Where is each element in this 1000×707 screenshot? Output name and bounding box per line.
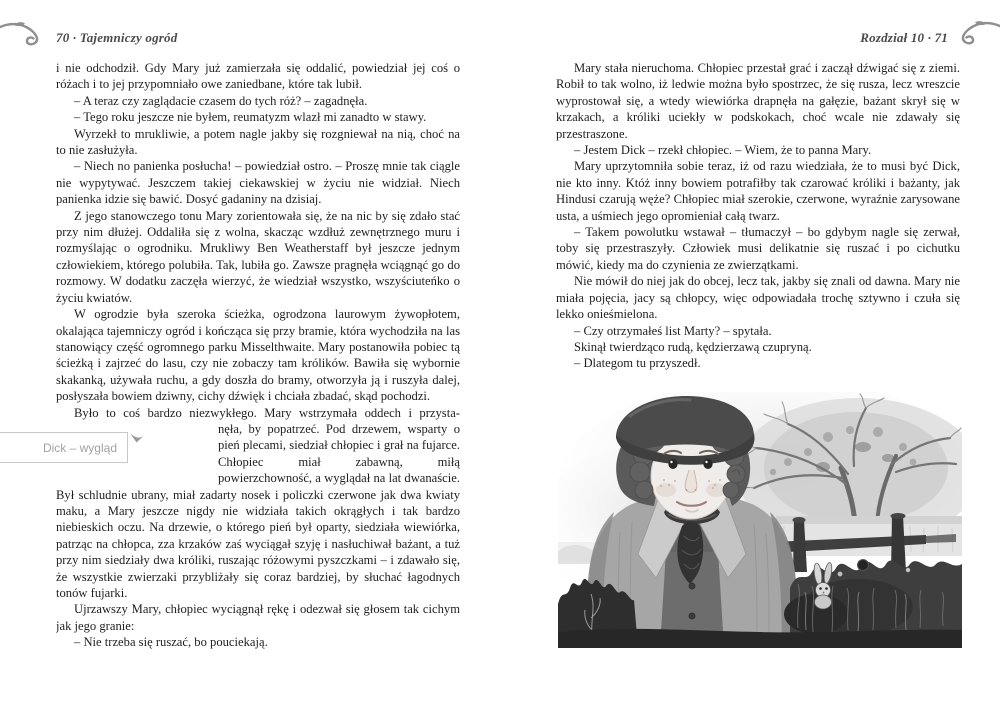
paragraph: Wyrzekł to mrukliwie, a potem nagle jakby się rozgniewał na nią, choć na to nie zasłużyła.	[56, 126, 460, 158]
margin-note-pointer-icon	[129, 432, 145, 443]
paragraph: W ogrodzie była szeroka ścieżka, ogrodzona laurowym żywopłotem, okalająca tajemniczy ogród i kończąca się przy bramie, która wychodziła na las stanowiący część ogromnego parku Misselthwaite. Mary postanowiła pobiec tą ścieżką i zajrzeć do lasu, czy nie zobaczy tam królików. Bawiła się wybornie skakanką, używała ruchu, a gdy doszła do bramy, otworzyła ją i ruszyła dalej, posłyszała bowiem dziwny, cichy dźwięk i chciała zbadać, skąd pochodzi.	[56, 307, 460, 404]
flourish-ornament-top-right	[950, 19, 1000, 49]
paragraph: – A teraz czy zaglądacie czasem do tych róż? – zagadnęła.	[74, 93, 368, 108]
paragraph: – Czy otrzymałeś list Marty? – spytała.	[574, 323, 772, 338]
paragraph: Ujrzawszy Mary, chłopiec wyciągnął rękę i odezwał się głosem tak cichym jak jego granie:	[56, 602, 460, 633]
paragraph: nęła, by popatrzeć. Pod drzewem, wsparty o pień plecami, siedział chłopiec i grał na fujarce. Chłopiec miał zabawną, miłą powierzchowność, a wyglądał na lat dwanaście. Był schludnie ubrany, miał zadarty nosek i policzki czerwone jak dwa kwiaty maku, a Mary jeszcze nigdy nie widziała takich okrągłych i tak bardzo niebieskich oczu. Na drzewie, o którego pień był oparty, siedziała wiewiórka, patrząc na chłopca, zza krzaków zaś wyciągał szyję i nasłuchiwał bażant, a tuż przy nim siedziały dwa króliki, ruszając różowymi pyszczkami – i zdawało się, że wszystkie zwierzaki przybliżały się coraz bardziej, by słuchać łagodnych tonów fujarki.	[56, 421, 460, 600]
dick-illustration	[558, 392, 962, 648]
paragraph: – Niech no panienka posłucha! – powiedział ostro. – Proszę mnie tak ciągle nie wypytywać. Jeszczem takiej ciekawskiej w życiu nie widział. Niech panienka idzie się bawić. Dosyć gadaniny na dzisiaj.	[56, 159, 460, 207]
paragraph: – Jestem Dick – rzekł chłopiec. – Wiem, że to panna Mary.	[574, 143, 872, 158]
paragraph: Nie mówił do niej jak do obcej, lecz tak, jakby się znali od dawna. Mary nie miała pojęcia, jacy są chłopcy, więc odpowiadała trochę sztywno i czuła się lekko onieśmielona.	[556, 274, 960, 322]
paragraph: Z jego stanowczego tonu Mary zorientowała się, że na nic by się zdało stać przy nim dłużej. Oddaliła się z wolna, skacząc wzdłuż zewnętrznego muru i rozmyślając o ogrodniku. Mrukliwy Ben Weatherstaff był jeszcze jednym człowiekiem, którego polubiła. Tak, lubiła go. Zawsze pragnęła wciągnąć go do rozmowy. W dodatku zaczęła wierzyć, że wiedział wszystko, wszyściuteńko o życiu kwiatów.	[56, 208, 460, 305]
flourish-ornament-top-left	[0, 20, 50, 50]
paragraph: Skinął twierdząco rudą, kędzierzawą czupryną.	[574, 339, 812, 354]
paragraph: – Takem powolutku wstawał – tłumaczył – bo gdybym nagle się zerwał, toby się przestraszyły. Człowiek musi delikatnie się ruszać i po cichutku mówić, kiedy ma do czynienia ze zwierzątkami.	[556, 225, 960, 272]
paragraph: – Dlategom tu przyszedł.	[574, 356, 701, 371]
right-page-text	[556, 60, 960, 392]
left-page-text	[56, 60, 460, 662]
paragraph: Mary stała nieruchoma. Chłopiec przestał grać i zaczął dźwigać się z ziemi. Robił to tak wolno, iż ledwie można było spostrzec, że się rusza, lecz wreszcie wyprostował się, a wtedy wiewiórka drapnęła na gałęzie, bażant skrył się w krzakach, a króliki uciekły w podskokach, choć wcale nie zdawały się przestraszone.	[556, 61, 960, 141]
running-head-right: Rozdział 10 · 71	[860, 30, 948, 45]
paragraph: – Tego roku jeszcze nie byłem, reumatyzm wlazł mi zanadto w stawy.	[74, 110, 427, 125]
paragraph: – Nie trzeba się ruszać, bo pouciekają.	[74, 635, 268, 650]
margin-note-label: Dick – wygląd	[42, 440, 117, 455]
paragraph: i nie odchodził. Gdy Mary już zamierzała się oddalić, powiedział jej coś o różach i to jej przypomniało owe zaniedbane, które tak lubił.	[56, 61, 460, 92]
running-head-left: 70 · Tajemniczy ogród	[56, 30, 178, 45]
paragraph: Mary uprzytomniła sobie teraz, iż od razu wiedziała, że to musi być Dick, nie kto inny. Któż inny bowiem potrafiłby tak czarować króliki i bażanty, jak Hindusi czarują węże? Chłopiec miał szerokie, czerwone, wyraźnie zarysowane usta, a uśmiech jego opromieniał całą twarz.	[556, 159, 960, 223]
margin-note[interactable]	[0, 432, 128, 463]
paragraph: Było to coś bardzo niezwykłego. Mary wstrzymała oddech i przysta-	[74, 405, 460, 420]
